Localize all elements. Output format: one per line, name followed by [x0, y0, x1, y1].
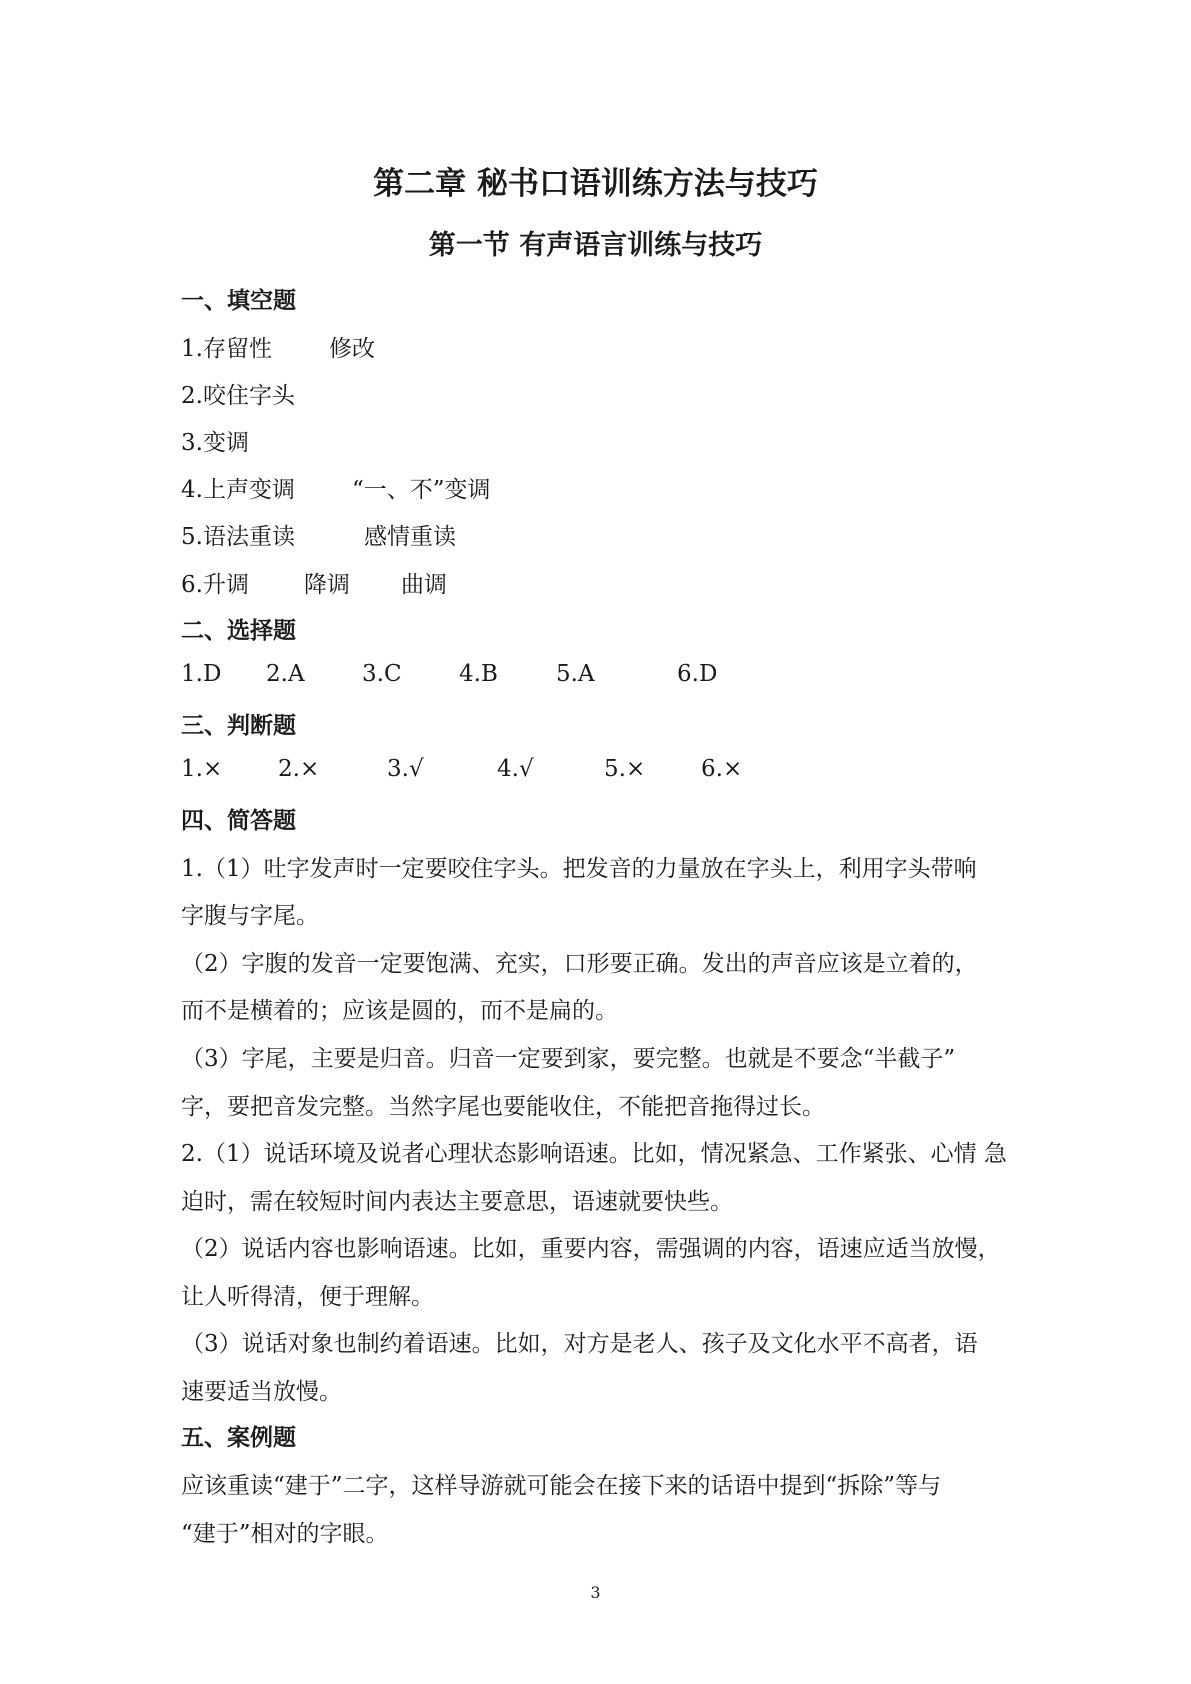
paragraph-line: （3）说话对象也制约着语速。比如，对方是老人、孩子及文化水平不高者，语: [181, 1331, 978, 1357]
part3-heading: 三、判断题: [181, 713, 296, 739]
paragraph-line: 应该重读“建于”二字，这样导游就可能会在接下来的话语中提到“拆除”等与: [181, 1473, 942, 1499]
paragraph-line: （2）字腹的发音一定要饱满、充实，口形要正确。发出的声音应该是立着的，: [181, 951, 978, 977]
paragraph-line: （3）字尾，主要是归音。归音一定要到家，要完整。也就是不要念“半截子”: [181, 1046, 956, 1072]
answer-text: 6.升调: [181, 572, 249, 598]
answer-text: 2.咬住字头: [181, 383, 295, 409]
answer-text: 曲调: [401, 572, 447, 598]
answer-text: 降调: [304, 572, 350, 598]
paragraph-line: 1.（1）吐字发声时一定要咬住字头。把发音的力量放在字头上，利用字头带响: [181, 856, 977, 882]
section-title: 第一节 有声语言训练与技巧: [428, 230, 763, 261]
answer-text: 3.变调: [181, 430, 249, 456]
choice-answer: 3.C: [362, 661, 402, 687]
judgment-answer: 6.×: [701, 756, 743, 782]
paragraph-line: 速要适当放慢。: [181, 1379, 342, 1405]
answer-text: 1.存留性: [181, 336, 272, 362]
part2-heading: 二、选择题: [181, 618, 296, 644]
choice-answer: 2.A: [266, 661, 305, 687]
answer-text: “一、不”变调: [352, 477, 491, 503]
paragraph-line: “建于”相对的字眼。: [181, 1521, 389, 1547]
part5-heading: 五、案例题: [181, 1425, 296, 1451]
choice-answer: 4.B: [459, 661, 498, 687]
part4-heading: 四、简答题: [181, 808, 296, 834]
chapter-title: 第二章 秘书口语训练方法与技巧: [373, 166, 818, 202]
choice-answer: 6.D: [677, 661, 718, 687]
answer-text: 4.上声变调: [181, 477, 295, 503]
judgment-answer: 4.√: [497, 756, 534, 782]
paragraph-line: 2.（1）说话环境及说者心理状态影响语速。比如，情况紧急、工作紧张、心情 急: [181, 1141, 1007, 1167]
answer-text: 修改: [329, 336, 375, 362]
page-number: 3: [590, 1583, 601, 1602]
answer-text: 感情重读: [364, 524, 456, 550]
choice-answer: 5.A: [556, 661, 595, 687]
answer-text: 5.语法重读: [181, 524, 295, 550]
paragraph-line: 字腹与字尾。: [181, 903, 319, 929]
paragraph-line: 字，要把音发完整。当然字尾也要能收住，不能把音拖得过长。: [181, 1094, 825, 1120]
paragraph-line: 迫时，需在较短时间内表达主要意思，语速就要快些。: [181, 1189, 733, 1215]
paragraph-line: 而不是横着的；应该是圆的，而不是扁的。: [181, 998, 618, 1024]
judgment-answer: 2.×: [278, 756, 320, 782]
choice-answer: 1.D: [181, 661, 222, 687]
paragraph-line: （2）说话内容也影响语速。比如，重要内容，需强调的内容，语速应适当放慢，: [181, 1236, 1001, 1262]
paragraph-line: 让人听得清，便于理解。: [181, 1284, 434, 1310]
part1-heading: 一、填空题: [181, 288, 296, 314]
judgment-answer: 1.×: [181, 756, 223, 782]
judgment-answer: 3.√: [387, 756, 424, 782]
judgment-answer: 5.×: [604, 756, 646, 782]
